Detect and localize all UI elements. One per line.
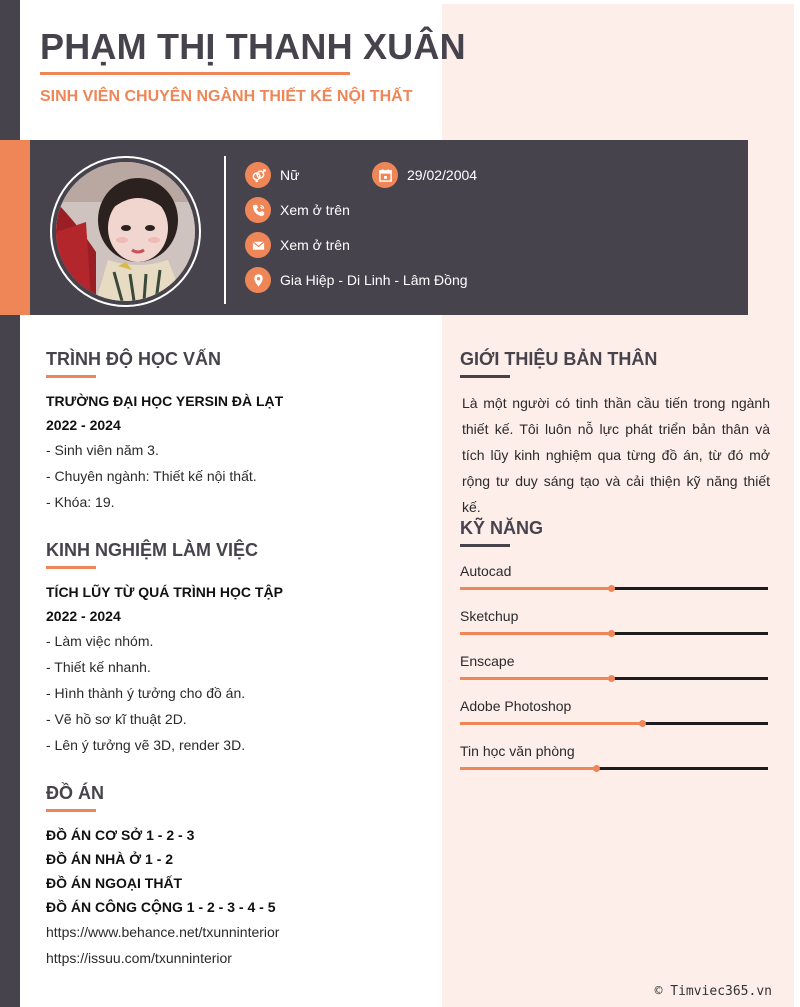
- skill-bar: [460, 722, 768, 725]
- project-item: ĐỒ ÁN CÔNG CỘNG 1 - 2 - 3 - 4 - 5: [46, 899, 276, 915]
- info-birthday: [372, 161, 477, 189]
- skill-bar-handle: [593, 765, 600, 772]
- location-icon: [245, 267, 271, 293]
- avatar: [56, 162, 195, 301]
- skills-underline: [460, 544, 510, 547]
- skill-name: Enscape: [460, 653, 515, 669]
- education-line: - Chuyên ngành: Thiết kế nội thất.: [46, 468, 257, 484]
- project-item: ĐỒ ÁN NGOẠI THẤT: [46, 875, 183, 891]
- skill-bar-fill: [460, 677, 611, 680]
- skill-name: Autocad: [460, 563, 512, 579]
- skill-bar-handle: [639, 720, 646, 727]
- project-item: ĐỒ ÁN NHÀ Ở 1 - 2: [46, 851, 174, 867]
- name-underline: [40, 72, 350, 75]
- education-title: TRÌNH ĐỘ HỌC VẤN: [46, 349, 221, 369]
- experience-line: - Hình thành ý tưởng cho đồ án.: [46, 685, 246, 701]
- skill-name: Adobe Photoshop: [460, 698, 572, 714]
- info-gender: [245, 161, 299, 189]
- address-text: Gia Hiệp - Di Linh - Lâm Đồng: [280, 272, 468, 288]
- skill-name: Tin học văn phòng: [460, 743, 575, 759]
- about-title: GIỚI THIỆU BẢN THÂN: [460, 349, 658, 369]
- skill-bar: [460, 632, 768, 635]
- candidate-name: PHẠM THỊ THANH XUÂN: [40, 26, 466, 67]
- gender-text: Nữ: [280, 167, 300, 183]
- experience-line: - Thiết kế nhanh.: [46, 659, 151, 675]
- band-divider: [224, 156, 226, 304]
- calendar-icon: [372, 162, 398, 188]
- experience-role: TÍCH LŨY TỪ QUÁ TRÌNH HỌC TẬP: [46, 584, 283, 600]
- project-item: ĐỒ ÁN CƠ SỞ 1 - 2 - 3: [46, 827, 195, 843]
- info-email: [245, 231, 350, 259]
- about-text: Là một người có tinh thần cầu tiến trong ngành thiết kế. Tôi luôn nỗ lực phát triển bản thân và tích lũy kinh nghiệm qua từng đồ án, từ đó mở rộng tư duy sáng tạo và cải thiện kỹ năng thiết kế.: [462, 395, 770, 515]
- email-icon: [245, 232, 271, 258]
- skill-bar: [460, 677, 768, 680]
- projects-title: ĐỒ ÁN: [46, 783, 104, 803]
- experience-line: - Làm việc nhóm.: [46, 633, 154, 649]
- education-underline: [46, 375, 96, 378]
- experience-underline: [46, 566, 96, 569]
- experience-line: - Vẽ hồ sơ kĩ thuật 2D.: [46, 711, 187, 727]
- experience-period: 2022 - 2024: [46, 608, 121, 624]
- issuu-link[interactable]: https://issuu.com/txunninterior: [46, 950, 232, 966]
- projects-underline: [46, 809, 96, 812]
- candidate-title: SINH VIÊN CHUYÊN NGÀNH THIẾT KẾ NỘI THẤT: [40, 88, 413, 105]
- skill-bar-fill: [460, 767, 596, 770]
- email-text: Xem ở trên: [280, 237, 350, 253]
- phone-text: Xem ở trên: [280, 202, 350, 218]
- skill-bar: [460, 587, 768, 590]
- skill-bar: [460, 767, 768, 770]
- footer-credit: © Timviec365.vn: [654, 984, 772, 999]
- phone-icon: [245, 197, 271, 223]
- gender-icon: [245, 162, 271, 188]
- skill-bar-fill: [460, 632, 611, 635]
- skill-name: Sketchup: [460, 608, 519, 624]
- skill-bar-fill: [460, 722, 642, 725]
- band-accent: [0, 140, 30, 315]
- education-line: - Sinh viên năm 3.: [46, 442, 159, 458]
- behance-link[interactable]: https://www.behance.net/txunninterior: [46, 924, 280, 940]
- school-name: TRƯỜNG ĐẠI HỌC YERSIN ĐÀ LẠT: [46, 393, 284, 409]
- education-line: - Khóa: 19.: [46, 494, 115, 510]
- skill-bar-handle: [608, 675, 615, 682]
- education-period: 2022 - 2024: [46, 417, 121, 433]
- skill-bar-handle: [608, 630, 615, 637]
- info-phone: [245, 196, 350, 224]
- about-underline: [460, 375, 510, 378]
- skill-bar-fill: [460, 587, 611, 590]
- skill-bar-handle: [608, 585, 615, 592]
- info-address: [245, 266, 468, 294]
- experience-line: - Lên ý tưởng vẽ 3D, render 3D.: [46, 737, 246, 753]
- experience-title: KINH NGHIỆM LÀM VIỆC: [46, 540, 259, 560]
- birthday-text: 29/02/2004: [407, 167, 478, 183]
- avatar-photo: [56, 162, 195, 301]
- skills-title: KỸ NĂNG: [460, 518, 544, 538]
